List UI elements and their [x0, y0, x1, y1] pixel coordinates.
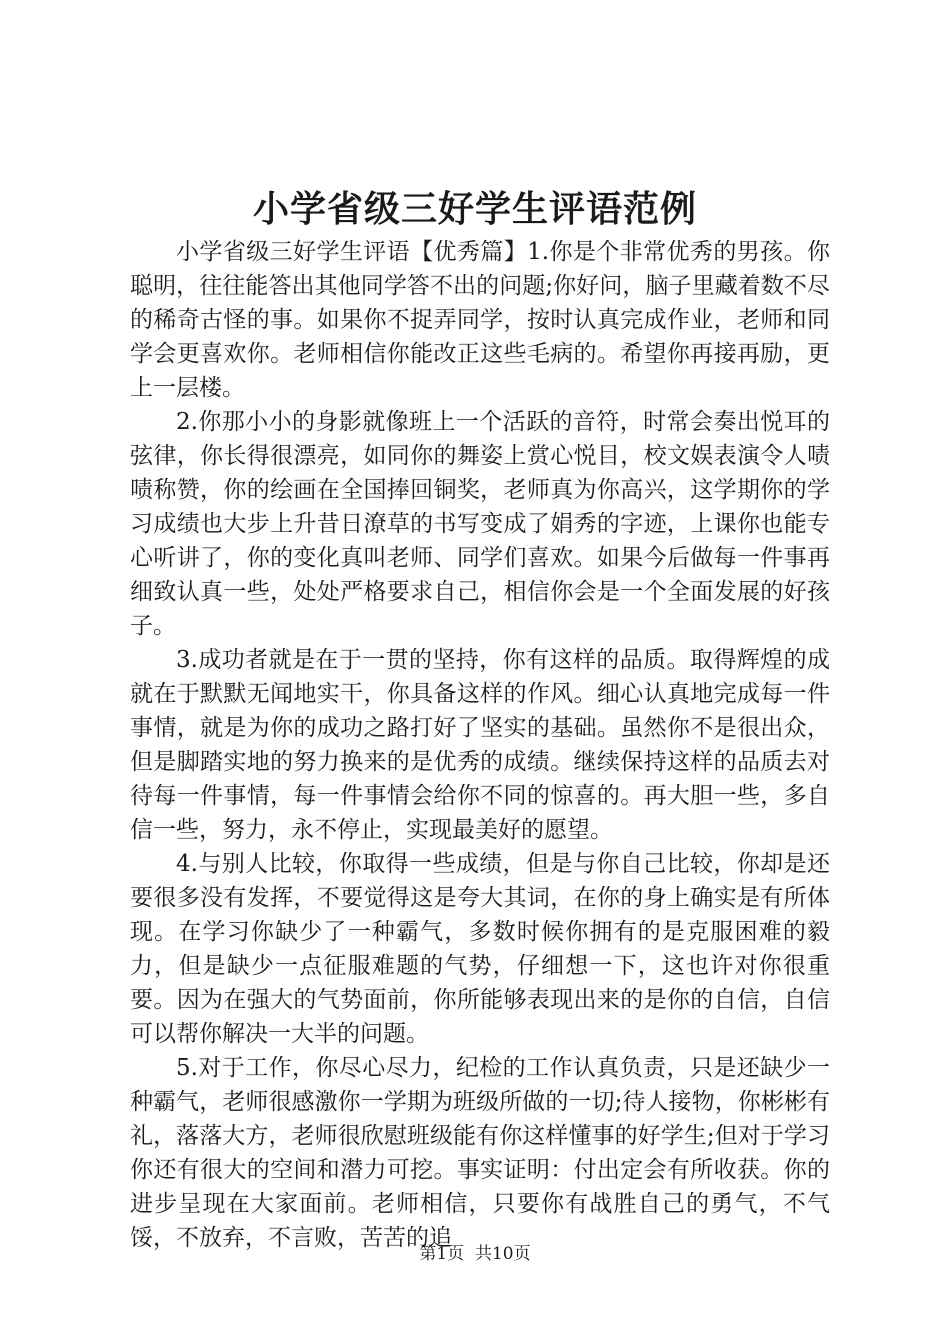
paragraph-4: 4.与别人比较，你取得一些成绩，但是与你自己比较，你却是还要很多没有发挥，不要觉得这是夸大其词，在你的身上确实是有所体现。在学习你缺少了一种霸气，多数时候你拥有的是克服困难的毅力，但是缺少一点征服难题的气势，仔细想一下，这也许对你很重要。因为在强大的气势面前，你所能够表现出来的是你的自信，自信可以帮你解决一大半的问题。 — [130, 851, 830, 1047]
paragraph-5: 5.对于工作，你尽心尽力，纪检的工作认真负责，只是还缺少一种霸气，老师很感激你一学期为班级所做的一切;待人接物，你彬彬有礼，落落大方，老师很欣慰班级能有你这样懂事的好学生;但对于学习你还有很大的空间和潜力可挖。事实证明：付出定会有所收获。你的进步呈现在大家面前。老师相信，只要你有战胜自己的勇气，不气馁，不放弃，不言败，苦苦的追 — [130, 1055, 830, 1251]
document-title: 小学省级三好学生评语范例 — [252, 188, 697, 230]
page-number-label: 第1页 共10页 — [419, 1244, 531, 1264]
paragraph-3: 3.成功者就是在于一贯的坚持，你有这样的品质。取得辉煌的成就在于默默无闻地实干，你具备这样的作风。细心认真地完成每一件事情，就是为你的成功之路打好了坚实的基础。虽然你不是很出众，但是脚踏实地的努力换来的是优秀的成绩。继续保持这样的品质去对待每一件事情，每一件事情会给你不同的惊喜的。再大胆一些，多自信一些，努力，永不停止，实现最美好的愿望。 — [130, 647, 830, 843]
paragraph-1: 小学省级三好学生评语【优秀篇】1.你是个非常优秀的男孩。你聪明，往往能答出其他同学答不出的问题;你好问，脑子里藏着数不尽的稀奇古怪的事。如果你不捉弄同学，按时认真完成作业，老师和同学会更喜欢你。老师相信你能改正这些毛病的。希望你再接再励，更上一层楼。 — [130, 239, 830, 401]
page-footer — [0, 1242, 950, 1266]
document-body — [130, 235, 830, 1255]
paragraph-2: 2.你那小小的身影就像班上一个活跃的音符，时常会奏出悦耳的弦律，你长得很漂亮，如同你的舞姿上赏心悦目，校文娱表演令人啧啧称赞，你的绘画在全国捧回铜奖，老师真为你高兴，这学期你的学习成绩也大步上升昔日潦草的书写变成了娟秀的字迹，上课你也能专心听讲了，你的变化真叫老师、同学们喜欢。如果今后做每一件事再细致认真一些，处处严格要求自己，相信你会是一个全面发展的好孩子。 — [130, 409, 830, 639]
